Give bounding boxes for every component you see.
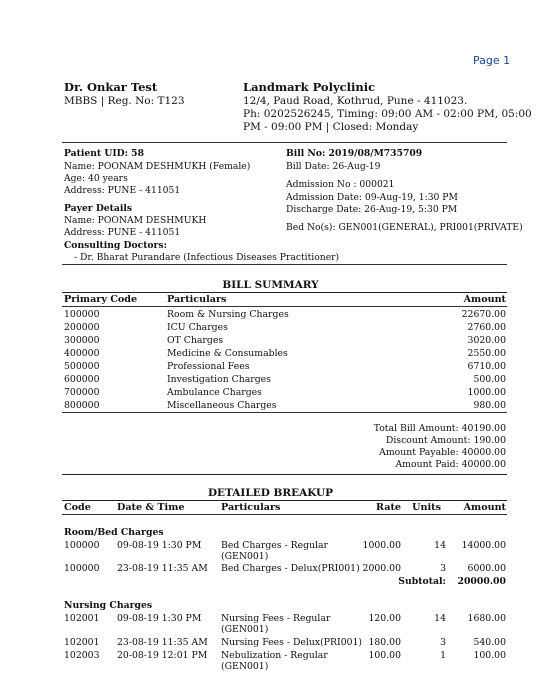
breakup-code: 102001 [64, 613, 100, 624]
breakup-particulars: Bed Charges - Regular [221, 540, 329, 551]
summary-header-bottom-rule [62, 306, 507, 307]
summary-amount: 22670.00 [461, 309, 506, 320]
breakup-header-rate: Rate [376, 502, 401, 513]
breakup-code: 102001 [64, 637, 100, 648]
summary-amount: 1000.00 [467, 387, 506, 398]
breakup-code: 102003 [64, 650, 100, 661]
patient-uid: Patient UID: 58 [64, 148, 144, 159]
discount-amount: Discount Amount: 190.00 [385, 435, 506, 446]
clinic-contact: Ph: 0202526245, Timing: 09:00 AM - 02:00 PM, 05:00 [243, 108, 532, 120]
breakup-units: 3 [440, 563, 446, 574]
bill-date: Bill Date: 26-Aug-19 [286, 161, 381, 172]
breakup-rate: 2000.00 [362, 563, 401, 574]
admission-date: Admission Date: 09-Aug-19, 1:30 PM [286, 192, 458, 203]
breakup-datetime: 20-08-19 12:01 PM [117, 650, 208, 661]
patient-address: Address: PUNE - 411051 [64, 185, 181, 196]
breakup-code: 100000 [64, 563, 100, 574]
breakup-particulars-cont: (GEN001) [221, 624, 269, 635]
breakup-rate: 120.00 [368, 613, 401, 624]
breakup-row [0, 650, 541, 676]
summary-particulars: Medicine & Consumables [167, 348, 288, 359]
summary-code: 800000 [64, 400, 100, 411]
breakup-units: 1 [440, 650, 446, 661]
breakup-rate: 180.00 [368, 637, 401, 648]
breakup-particulars: Nursing Fees - Delux(PRI001) [221, 637, 363, 648]
breakup-datetime: 09-08-19 1:30 PM [117, 540, 202, 551]
section-nursing-charges: Nursing Charges [64, 600, 153, 611]
room-subtotal-label: Subtotal: [398, 576, 446, 587]
total-bill-amount: Total Bill Amount: 40190.00 [373, 423, 506, 434]
breakup-particulars: Nursing Fees - Regular [221, 613, 331, 624]
summary-particulars: Ambulance Charges [167, 387, 262, 398]
summary-amount: 6710.00 [467, 361, 506, 372]
summary-row [0, 309, 541, 322]
breakup-units: 3 [440, 637, 446, 648]
page-number: Page 1 [473, 54, 511, 67]
clinic-address: 12/4, Paud Road, Kothrud, Pune - 411023. [243, 95, 468, 107]
breakup-header-bottom-rule [62, 514, 507, 515]
summary-amount: 500.00 [473, 374, 506, 385]
breakup-row [0, 613, 541, 639]
breakup-particulars: Nebulization - Regular [221, 650, 328, 661]
totals-divider [62, 474, 507, 475]
summary-amount: 980.00 [473, 400, 506, 411]
summary-bottom-rule [62, 412, 507, 413]
breakup-particulars-cont: (GEN001) [221, 661, 269, 672]
breakup-amount: 14000.00 [461, 540, 506, 551]
summary-header-top-rule [62, 292, 507, 293]
summary-header-code: Primary Code [64, 294, 138, 305]
breakup-amount: 1680.00 [467, 613, 506, 624]
admission-number: Admission No : 000021 [286, 179, 395, 190]
breakup-datetime: 23-08-19 11:35 AM [117, 563, 208, 574]
summary-particulars: ICU Charges [167, 322, 228, 333]
amount-paid: Amount Paid: 40000.00 [395, 459, 506, 470]
bill-number: Bill No: 2019/08/M735709 [286, 148, 423, 159]
breakup-datetime: 09-08-19 1:30 PM [117, 613, 202, 624]
summary-code: 100000 [64, 309, 100, 320]
summary-particulars: Room & Nursing Charges [167, 309, 289, 320]
summary-row [0, 348, 541, 361]
clinic-name: Landmark Polyclinic [243, 80, 376, 94]
patient-age: Age: 40 years [64, 173, 128, 184]
summary-row [0, 335, 541, 348]
detailed-breakup-title: DETAILED BREAKUP [207, 487, 334, 499]
summary-row [0, 387, 541, 400]
summary-code: 400000 [64, 348, 100, 359]
consulting-doctor: - Dr. Bharat Purandare (Infectious Diseases Practitioner) [74, 252, 340, 263]
breakup-rate: 100.00 [368, 650, 401, 661]
amount-payable: Amount Payable: 40000.00 [379, 447, 506, 458]
breakup-units: 14 [434, 540, 446, 551]
summary-row [0, 322, 541, 335]
header-divider [62, 142, 507, 143]
breakup-particulars-cont: (GEN001) [221, 551, 269, 562]
payer-name: Name: POONAM DESHMUKH [64, 215, 207, 226]
bed-numbers: Bed No(s): GEN001(GENERAL), PRI001(PRIVATE) [286, 222, 523, 233]
summary-header-particulars: Particulars [167, 294, 227, 305]
doctor-name: Dr. Onkar Test [64, 80, 158, 94]
breakup-units: 14 [434, 613, 446, 624]
breakup-code: 100000 [64, 540, 100, 551]
summary-code: 200000 [64, 322, 100, 333]
doctor-registration: MBBS | Reg. No: T123 [64, 95, 185, 107]
breakup-header-units: Units [412, 502, 441, 513]
breakup-amount: 100.00 [473, 650, 506, 661]
summary-code: 700000 [64, 387, 100, 398]
breakup-amount: 540.00 [473, 637, 506, 648]
section-room-bed-charges: Room/Bed Charges [64, 527, 164, 538]
consulting-heading: Consulting Doctors: [64, 240, 167, 251]
summary-code: 600000 [64, 374, 100, 385]
breakup-datetime: 23-08-19 11:35 AM [117, 637, 208, 648]
summary-amount: 3020.00 [467, 335, 506, 346]
payer-heading: Payer Details [64, 203, 132, 214]
summary-particulars: OT Charges [167, 335, 224, 346]
summary-header-amount: Amount [463, 294, 506, 305]
discharge-date: Discharge Date: 26-Aug-19, 5:30 PM [286, 204, 458, 215]
summary-row [0, 374, 541, 387]
summary-code: 300000 [64, 335, 100, 346]
breakup-header-datetime: Date & Time [117, 502, 185, 513]
summary-code: 500000 [64, 361, 100, 372]
summary-particulars: Miscellaneous Charges [167, 400, 277, 411]
bill-summary-title: BILL SUMMARY [222, 279, 319, 291]
breakup-header-amount: Amount [463, 502, 506, 513]
payer-address: Address: PUNE - 411051 [64, 227, 181, 238]
summary-row [0, 361, 541, 374]
breakup-header-particulars: Particulars [221, 502, 281, 513]
summary-particulars: Professional Fees [167, 361, 250, 372]
breakup-particulars: Bed Charges - Delux(PRI001) [221, 563, 360, 574]
clinic-hours: PM - 09:00 PM | Closed: Monday [243, 121, 419, 133]
info-divider [62, 264, 507, 265]
summary-amount: 2760.00 [467, 322, 506, 333]
breakup-header-code: Code [64, 502, 91, 513]
breakup-rate: 1000.00 [362, 540, 401, 551]
room-subtotal-amount: 20000.00 [457, 576, 506, 587]
summary-amount: 2550.00 [467, 348, 506, 359]
summary-particulars: Investigation Charges [167, 374, 271, 385]
breakup-amount: 6000.00 [467, 563, 506, 574]
patient-name: Name: POONAM DESHMUKH (Female) [64, 161, 251, 172]
breakup-header-top-rule [62, 500, 507, 501]
